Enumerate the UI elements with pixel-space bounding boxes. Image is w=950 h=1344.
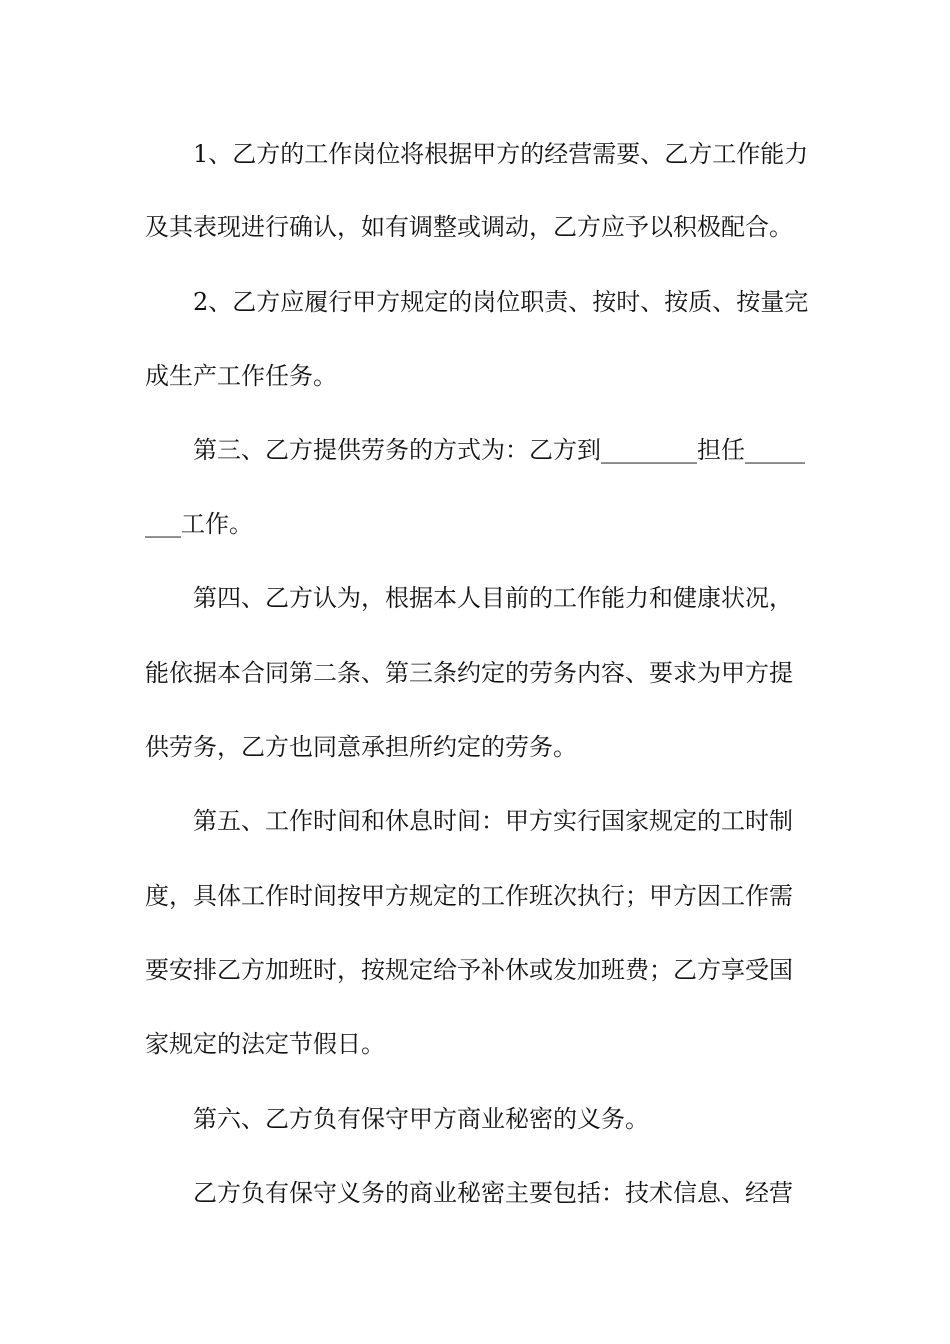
paragraph-1-line-2: 及其表现进行确认，如有调整或调动，乙方应予以积极配合。 xyxy=(145,213,793,241)
paragraph-5-line-2: 度，具体工作时间按甲方规定的工作班次执行；甲方因工作需 xyxy=(145,882,793,910)
paragraph-7-line-1: 乙方负有保守义务的商业秘密主要包括：技术信息、经营 xyxy=(193,1179,793,1207)
paragraph-2-line-1: 2、乙方应履行甲方规定的岗位职责、按时、按质、按量完 xyxy=(193,288,809,316)
paragraph-4-line-2: 能依据本合同第二条、第三条约定的劳务内容、要求为甲方提 xyxy=(145,659,793,687)
paragraph-4-line-3: 供劳务，乙方也同意承担所约定的劳务。 xyxy=(145,733,577,761)
paragraph-4-line-1: 第四、乙方认为，根据本人目前的工作能力和健康状况， xyxy=(193,584,793,612)
paragraph-5-line-1: 第五、工作时间和休息时间：甲方实行国家规定的工时制 xyxy=(193,807,793,835)
paragraph-5-line-3: 要安排乙方加班时，按规定给予补休或发加班费；乙方享受国 xyxy=(145,956,793,984)
paragraph-5-line-4: 家规定的法定节假日。 xyxy=(145,1030,385,1058)
paragraph-6-line-1: 第六、乙方负有保守甲方商业秘密的义务。 xyxy=(193,1105,649,1133)
paragraph-2-line-2: 成生产工作任务。 xyxy=(145,362,337,390)
paragraph-1-line-1: 1、乙方的工作岗位将根据甲方的经营需要、乙方工作能力 xyxy=(193,140,809,168)
paragraph-3-line-1: 第三、乙方提供劳务的方式为：乙方到________担任_____ xyxy=(193,436,805,464)
paragraph-3-line-2: ___工作。 xyxy=(145,510,253,538)
